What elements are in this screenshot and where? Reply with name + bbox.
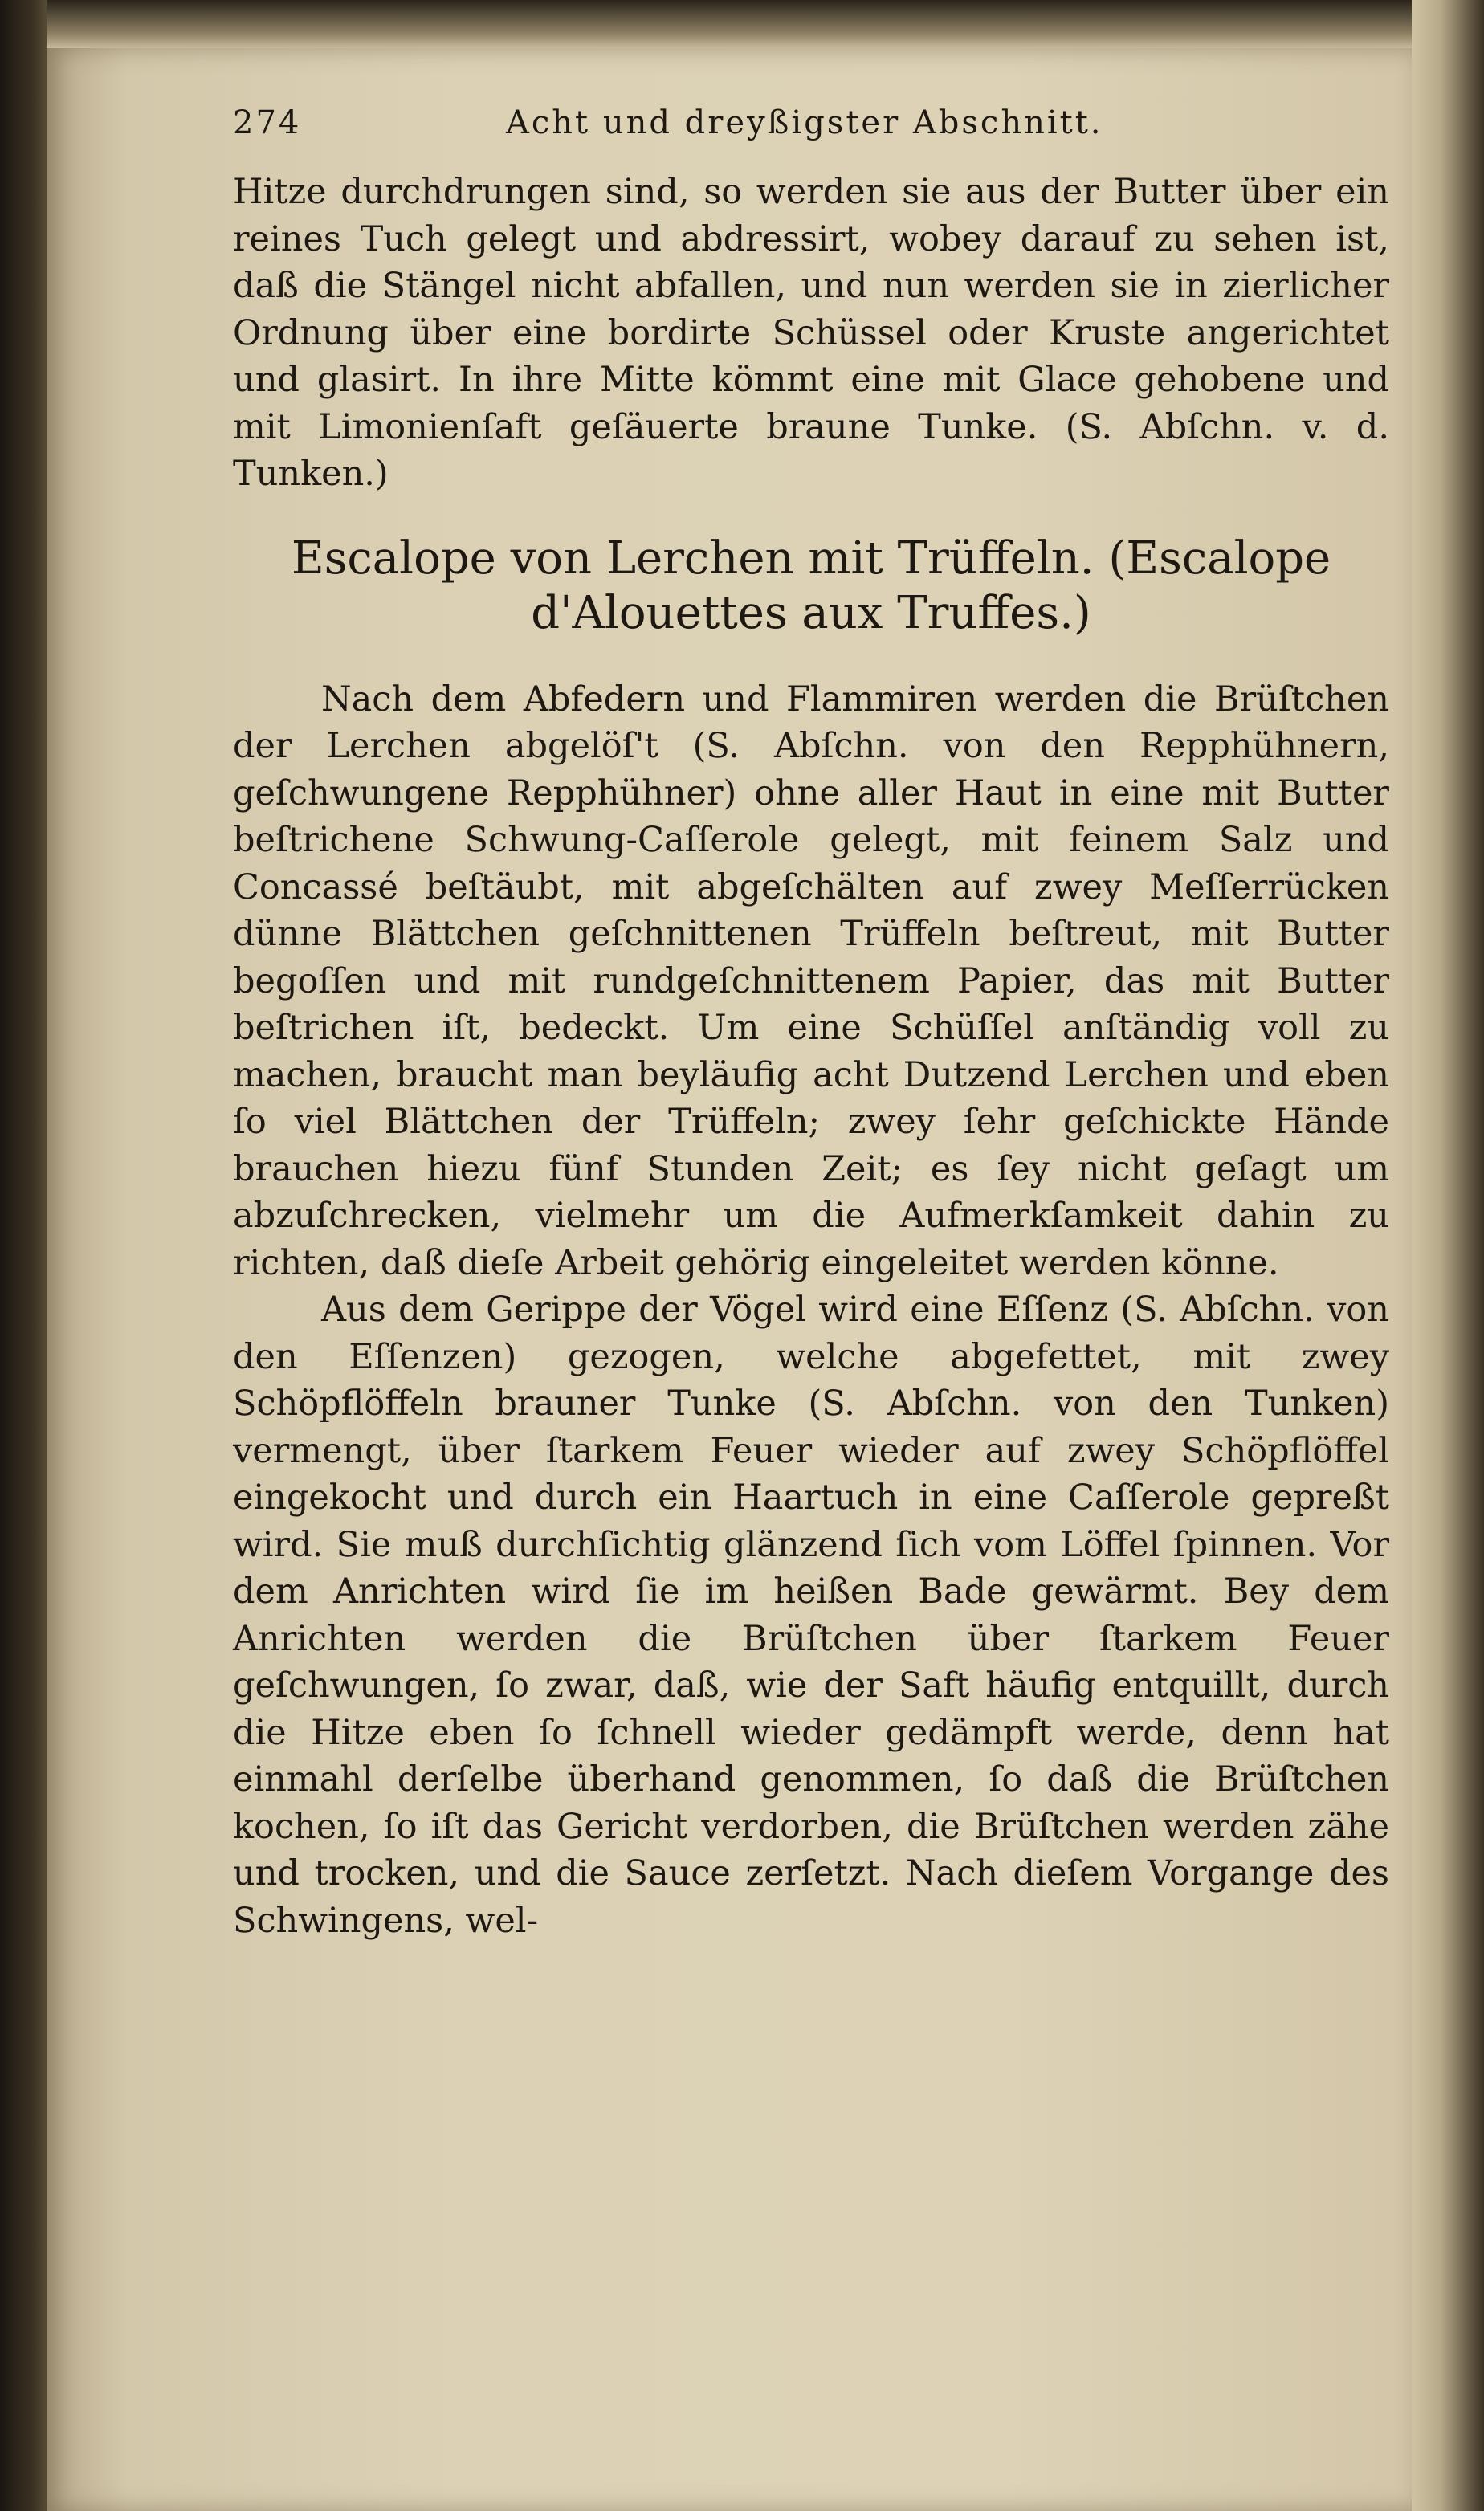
page-top-edge — [47, 0, 1484, 48]
page-header — [233, 104, 1389, 169]
paragraph-continuation: Hitze durchdrungen sind, so werden sie aus der Butter über ein reines Tuch gelegt und abdressirt, wobey darauf zu sehen ist, daß die Stängel nicht abfallen, und nun werden sie in zierlicher Ordnung über eine bordirte Schüssel oder Kruste angerichtet und glasirt. In ihre Mitte kömmt eine mit Glace gehobene und mit Limonienſaft geſäuerte braune Tunke. (S. Abſchn. v. d. Tunken.) — [233, 172, 1389, 494]
page-number: 274 — [233, 104, 302, 141]
page-content — [233, 104, 1389, 1944]
section-heading: Escalope von Lerchen mit Trüffeln. (Escalope d'Alouettes aux Truffes.) — [291, 532, 1331, 639]
page-fore-edge — [1412, 0, 1484, 2511]
paragraph-preparation: Nach dem Abfedern und Flammiren werden die Brüſtchen der Lerchen abgelöſ't (S. Abſchn. von den Repphühnern, geſchwungene Repphühner) ohne aller Haut in eine mit Butter beſtrichene Schwung-Caſſerole gelegt, mit feinem Salz und Concassé beſtäubt, mit abgeſchälten auf zwey Meſſerrücken dünne Blättchen geſchnittenen Trüffeln beſtreut, mit Butter begoſſen und mit rundgeſchnittenem Papier, das mit Butter beſtrichen iſt, bedeckt. Um eine Schüſſel anſtändig voll zu machen, braucht man beyläufig acht Dutzend Lerchen und eben ſo viel Blättchen der Trüffeln; zwey ſehr geſchickte Hände brauchen hiezu fünf Stunden Zeit; es ſey nicht geſagt um abzuſchrecken, vielmehr um die Aufmerkſamkeit dahin zu richten, daß dieſe Arbeit gehörig eingeleitet werden könne. — [233, 679, 1389, 1283]
running-title: Acht und dreyßigster Abschnitt. — [506, 104, 1103, 141]
paragraph-essence: Aus dem Gerippe der Vögel wird eine Eſſenz (S. Abſchn. von den Eſſenzen) gezogen, welche abgefettet, mit zwey Schöpflöffeln brauner Tunke (S. Abſchn. von den Tunken) vermengt, über ſtarkem Feuer wieder auf zwey Schöpflöffel eingekocht und durch ein Haartuch in eine Caſſerole gepreßt wird. Sie muß durchſichtig glänzend ſich vom Löffel ſpinnen. Vor dem Anrichten wird ſie im heißen Bade gewärmt. Bey dem Anrichten werden die Brüſtchen über ſtarkem Feuer geſchwungen, ſo zwar, daß, wie der Saft häufig entquillt, durch die Hitze eben ſo ſchnell wieder gedämpft werde, denn hat einmahl derſelbe überhand genommen, ſo daß die Brüſtchen kochen, ſo iſt das Gericht verdorben, die Brüſtchen werden zähe und trocken, und die Sauce zerſetzt. Nach dieſem Vorgange des Schwingens, wel- — [233, 1290, 1389, 1941]
